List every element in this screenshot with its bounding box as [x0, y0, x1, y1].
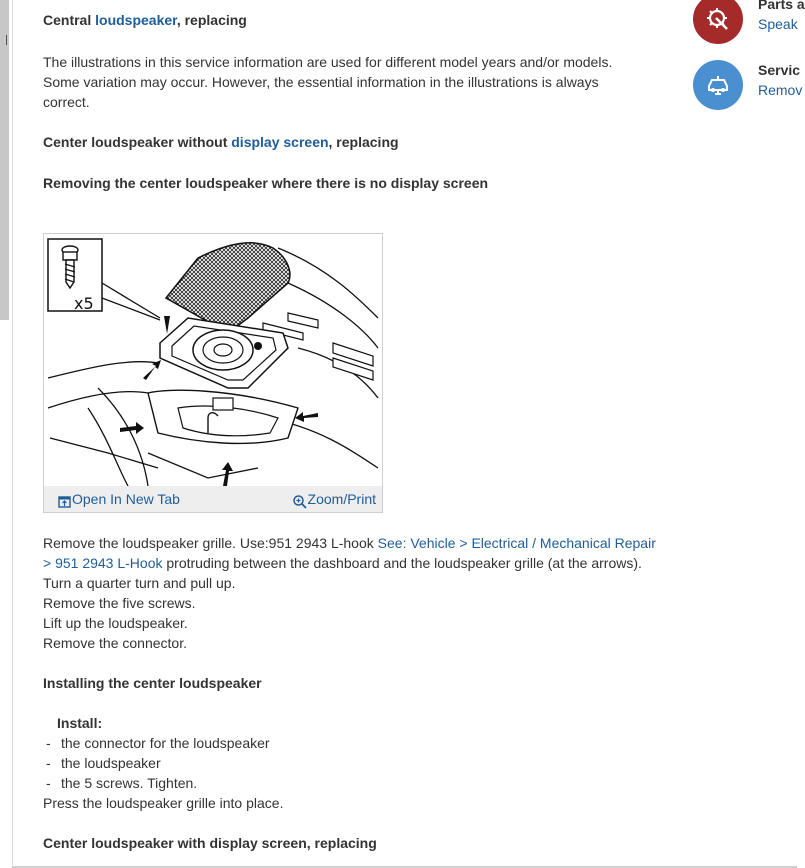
press-grille-step: Press the loudspeaker grille into place.	[43, 795, 284, 811]
related-service-card[interactable]	[693, 60, 802, 110]
install-list-item: - the loudspeaker	[46, 755, 161, 771]
remove-step-suffix: protruding between the dashboard and the loudspeaker grille (at the arrows).	[162, 555, 642, 571]
scrollbar-thumb[interactable]	[0, 0, 9, 320]
edge-mark	[6, 35, 13, 45]
illustration-figure	[43, 233, 383, 513]
intro-paragraph: The illustrations in this service information are used for different model years and/or models. Some variation may occur. However, the essential information in the illustrations is always correct.	[43, 54, 613, 110]
install-list-item: - the 5 screws. Tighten.	[46, 775, 198, 791]
display-screen-link[interactable]: display screen	[231, 134, 329, 150]
car-lift-icon	[693, 60, 743, 110]
step-item: Lift up the loudspeaker.	[43, 615, 188, 631]
open-in-new-tab-button[interactable]	[54, 491, 180, 507]
subheading-installing: Installing the center loudspeaker	[43, 675, 262, 691]
loudspeaker-illustration	[48, 238, 378, 486]
title-suffix: , replacing	[176, 12, 247, 28]
gear-wrench-icon	[693, 0, 743, 44]
related-card-link[interactable]: Remov	[758, 82, 803, 98]
install-item-text: the connector for the loudspeaker	[61, 735, 270, 751]
screw-count-label: x5	[74, 294, 94, 313]
step-item: Remove the connector.	[43, 635, 187, 651]
step-item: Remove the five screws.	[43, 595, 196, 611]
subheading-removing: Removing the center loudspeaker where there is no display screen	[43, 175, 489, 191]
screw-mark	[164, 316, 170, 334]
loudspeaker-link[interactable]: loudspeaker	[95, 12, 177, 28]
related-card-title: Servic	[758, 62, 801, 78]
zoom-print-label: Zoom/Print	[307, 491, 376, 507]
zoom-icon	[289, 492, 303, 506]
install-list-item: - the connector for the loudspeaker	[46, 735, 270, 751]
related-card-title: Parts a	[758, 0, 805, 12]
figure-toolbar	[44, 486, 382, 512]
section1-text: Center loudspeaker without	[43, 134, 232, 150]
remove-grille-step	[43, 533, 663, 573]
related-card-link[interactable]: Speak	[758, 16, 798, 32]
l-hook-tool-link[interactable]: See: Vehicle > Electrical / Mechanical Repair > 951 2943 L-Hook	[43, 535, 656, 571]
step-item: Turn a quarter turn and pull up.	[43, 575, 236, 591]
install-item-text: the 5 screws. Tighten.	[61, 775, 198, 791]
install-label: Install:	[57, 715, 103, 731]
left-scrollbar[interactable]	[0, 0, 13, 868]
related-parts-card[interactable]	[693, 0, 805, 44]
loudspeaker-grille	[166, 243, 290, 333]
zoom-print-button[interactable]	[289, 491, 376, 507]
article-title	[43, 10, 247, 30]
title-text: Central	[43, 12, 96, 28]
section-heading-without-display	[43, 132, 399, 152]
remove-step-text: Remove the loudspeaker grille. Use:951 2943 L-hook	[43, 535, 378, 551]
procedure-steps	[43, 533, 673, 853]
section-heading-with-display: Center loudspeaker with display screen, replacing	[43, 835, 377, 851]
section1-suffix: , replacing	[328, 134, 399, 150]
install-item-text: the loudspeaker	[61, 755, 161, 771]
open-in-new-tab-label: Open In New Tab	[72, 491, 180, 507]
open-tab-icon	[54, 493, 67, 506]
